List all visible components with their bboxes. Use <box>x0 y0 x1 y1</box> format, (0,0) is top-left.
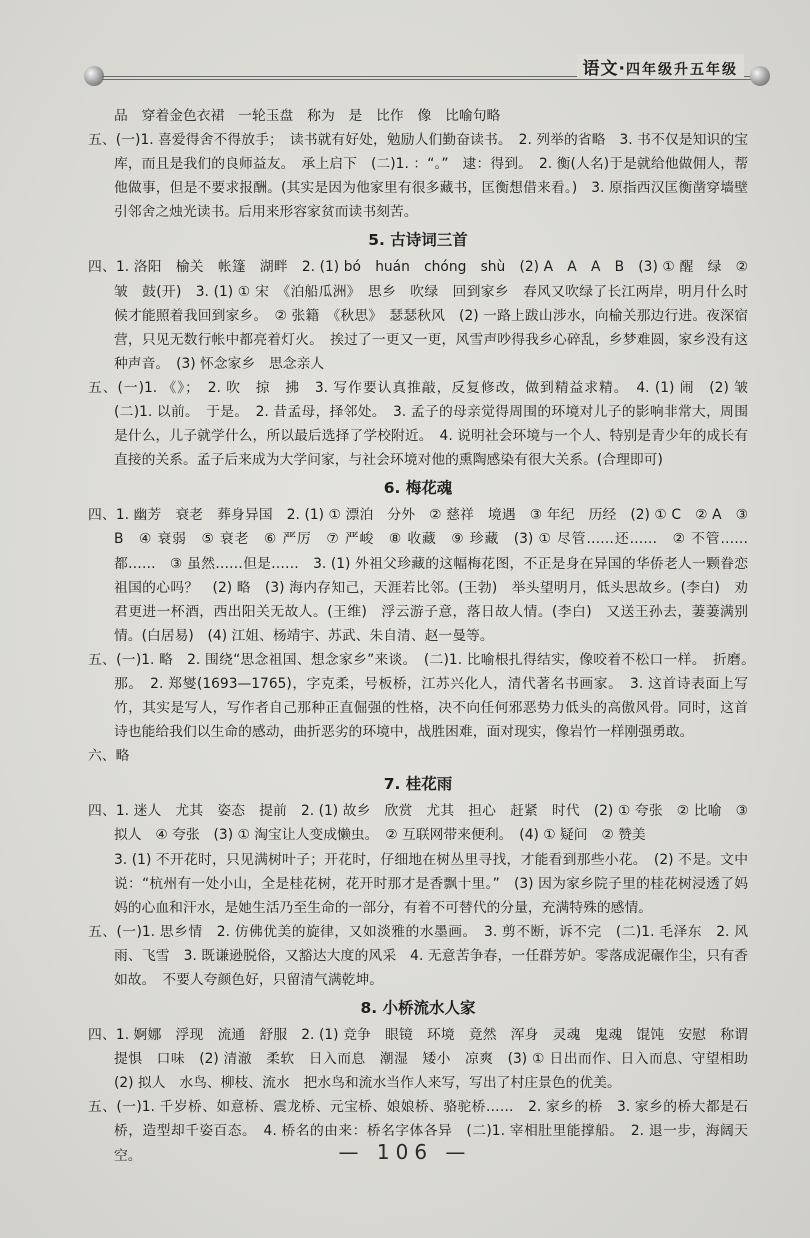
answer-paragraph: 六、略 <box>88 748 130 765</box>
page-number: — 106 — <box>338 1140 472 1164</box>
header-title <box>577 54 744 79</box>
page-header <box>84 56 770 96</box>
answer-paragraph: 四、1. 迷人 尤其 姿态 提前 2. (1) 故乡 欣赏 尤其 担心 赶紧 时代 (2) ① 夸张 ② 比喻 ③ 拟人 ④ 夸张 (3) ① 淘宝让人变成懒虫。 ② 互联网带来便利。 (4) ① 疑问 ② 赞美 <box>88 803 748 844</box>
answer-paragraph: 五、(一)1. 《》； 2. 吹 掠 拂 3. 写作要认真推敲，反复修改，做到精益求精。 4. (1) 闹 (2) 皱 (二)1. 以前。 于是。 2. 昔孟母，择邻处。 3. 孟子的母亲觉得周围的环境对儿子的影响非常大，周围是什么，儿子就学什么，所以最后选择了学校附近。 4. 说明社会环境与一个人、特别是青少年的成长有直接的关系。孟子后来成为大学问家，与社会环境对他的熏陶感染有很大关系。(合理即可) <box>88 379 762 469</box>
answer-paragraph: 四、1. 幽芳 衰老 葬身异国 2. (1) ① 漂泊 分外 ② 慈祥 境遇 ③ 年纪 历经 (2) ① C ② A ③ B ④ 衰弱 ⑤ 衰老 ⑥ 严厉 ⑦ 严峻 ⑧ 收藏 ⑨ 珍藏 (3) ① 尽管……还…… ② 不管……都…… ③ 虽然……但是…… 3. (1) 外祖父珍藏的这幅梅花图，不正是身在异国的华侨老人一颗眷恋祖国的心吗？ (2) 略 (3) 海内存知己，天涯若比邻。(王勃) 举头望明月，低头思故乡。(李白) 劝君更进一杯酒，西出阳关无故人。(王维) 浮云游子意，落日故人情。(李白) 又送王孙去，萋萋满别情。(白居易) (4) 江姐、杨靖宇、苏武、朱自清、赵一曼等。 <box>88 507 748 644</box>
lesson-title: 5. 古诗词三首 <box>368 231 468 250</box>
answer-paragraph: 四、1. 洛阳 榆关 帐篷 湖畔 2. (1) bó huán chóng shù (2) A A A B (3) ① 醒 绿 ② 皱 鼓(开) 3. (1) ① 宋 《泊船瓜洲》 思乡 吹绿 回到家乡 春风又吹绿了长江两岸，明月什么时候才能照着我回到家乡。 ② 张籍 《秋思》 瑟瑟秋风 (2) 一路上跋山涉水，向榆关那边行进。夜深宿营，只见无数行帐中都亮着灯火。 挨过了一更又一更，风雪声吵得我乡心碎乱，乡梦难圆，家乡没有这种声音。 (3) 怀念家乡 思念亲人 <box>88 259 748 372</box>
answer-paragraph: 五、(一)1. 千岁桥、如意桥、震龙桥、元宝桥、娘娘桥、骆驼桥…… 2. 家乡的桥 3. 家乡的桥大都是石桥，造型却千姿百态。 4. 桥名的由来：桥名字体各异 (二)1. 宰相肚里能撑船。 2. 退一步，海阔天空。 <box>88 1099 748 1164</box>
answer-paragraph: 品 穿着金色衣裙 一轮玉盘 称为 是 比作 像 比喻句略 <box>114 108 501 124</box>
lesson-title: 8. 小桥流水人家 <box>360 999 476 1018</box>
lesson-title: 7. 桂花雨 <box>383 775 453 794</box>
answer-paragraph: 五、(一)1. 思乡情 2. 仿佛优美的旋律，又如淡雅的水墨画。 3. 剪不断，诉不完 (二)1. 毛泽东 2. 风雨、飞雪 3. 既谦逊脱俗，又豁达大度的风采 4. 无意苦争春，一任群芳妒。零落成泥碾作尘，只有香如故。 不要人夸颜色好，只留清气满乾坤。 <box>88 923 748 988</box>
answer-content <box>88 104 762 1168</box>
subject-label: 语文 <box>582 59 619 79</box>
grade-label: 四年级升五年级 <box>626 62 738 78</box>
header-dot: · <box>618 59 626 79</box>
left-ornament-icon <box>84 66 104 86</box>
answer-paragraph: 五、(一)1. 喜爱得舍不得放手； 读书就有好处，勉励人们勤奋读书。 2. 列举的省略 3. 书不仅是知识的宝库，而且是我们的良师益友。 承上启下 (二)1. ：“。” 逮：得到。 2. 衡(人名)于是就给他做佣人，帮他做事，但是不要求报酬。(其实是因为他家里有很多藏书，匡衡想借来看。) 3. 原指西汉匡衡凿穿墙壁引邻舍之烛光读书。后用来形容家贫而读书刻苦。 <box>88 132 748 221</box>
answer-paragraph: 3. (1) 不开花时，只见满树叶子；开花时，仔细地在树丛里寻找，才能看到那些小花。 (2) 不是。文中说：“杭州有一处小山，全是桂花树，花开时那才是香飘十里。” (3) 因为家乡院子里的桂花树浸透了妈妈的心血和汗水，是她生活乃至生命的一部分，有着不可替代的分量，充满特殊的感情。 <box>114 851 748 916</box>
answer-paragraph: 四、1. 婀娜 浮现 流通 舒服 2. (1) 竞争 眼镜 环境 竟然 浑身 灵魂 鬼魂 馄饨 安慰 称谓 提惧 口味 (2) 清澈 柔软 日入而息 潮湿 矮小 凉爽 (3) ① 日出而作、日入而息、守望相助 (2) 拟人 水鸟、柳枝、流水 把水鸟和流水当作人来写，写出了村庄景色的优美。 <box>88 1027 762 1092</box>
answer-paragraph: 五、(一)1. 略 2. 围绕“思念祖国、想念家乡”来谈。 (二)1. 比喻根扎得结实，像咬着不松口一样。 折磨。 那。 2. 郑燮(1693—1765)，字克柔，号板桥，江苏兴化人，清代著名书画家。 3. 这首诗表面上写竹，其实是写人，写作者自己那种正直倔强的性格，决不向任何邪恶势力低头的高傲风骨。同时，这首诗也能给我们以生命的感动，曲折恶劣的环境中，战胜困难，面对现实，像岩竹一样刚强勇敢。 <box>88 651 762 741</box>
lesson-title: 6. 梅花魂 <box>383 479 453 498</box>
right-ornament-icon <box>750 66 770 86</box>
